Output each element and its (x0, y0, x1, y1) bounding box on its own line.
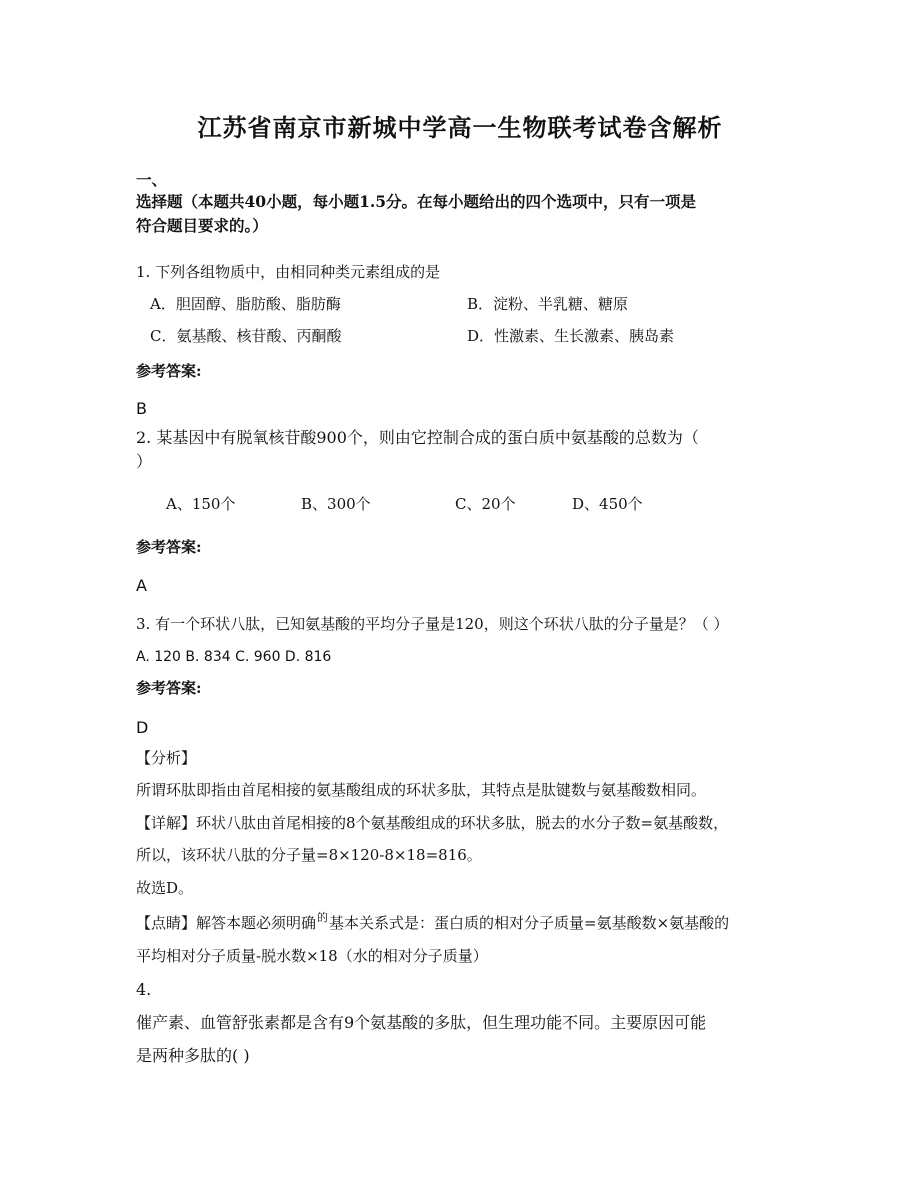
answer-label-2: 参考答案: (136, 538, 202, 556)
question-4-stem-line2: 是两种多肽的( ) (136, 1046, 250, 1065)
question-3-options: A. 120 B. 834 C. 960 D. 816 (136, 649, 332, 665)
question-1-option-a: A．胆固醇、脂肪酸、脂肪酶 (150, 295, 341, 313)
question-4-stem-line1: 催产素、血管舒张素都是含有9个氨基酸的多肽，但生理功能不同。主要原因可能 (136, 1013, 707, 1032)
question-2-stem-line1: 2. 某基因中有脱氧核苷酸900个，则由它控制合成的蛋白质中氨基酸的总数为（ (136, 428, 699, 447)
question-3-analysis: 所谓环肽即指由首尾相接的氨基酸组成的环状多肽，其特点是肽键数与氨基酸数相同。 (136, 781, 707, 799)
question-3-conclusion: 故选D。 (136, 879, 194, 897)
section-heading-line1: 选择题（本题共40小题，每小题1.5分。在每小题给出的四个选项中，只有一项是 (136, 192, 697, 211)
question-1-option-d: D．性激素、生长激素、胰岛素 (467, 327, 675, 345)
question-1-answer: B (136, 399, 147, 418)
question-3-detail-line1: 【详解】环状八肽由首尾相接的8个氨基酸组成的环状多肽，脱去的水分子数=氨基酸数， (136, 814, 729, 832)
document-title: 江苏省南京市新城中学高一生物联考试卷含解析 (197, 113, 723, 142)
tip-text-b: 基本关系式是：蛋白质的相对分子质量=氨基酸数×氨基酸的 (329, 914, 730, 932)
tip-text-a: 【点睛】解答本题必须明确 (136, 914, 317, 932)
answer-label-1: 参考答案: (136, 362, 202, 380)
question-2-option-d: D、450个 (572, 495, 643, 513)
question-2-option-b: B、300个 (301, 495, 371, 513)
question-1-stem: 1. 下列各组物质中，由相同种类元素组成的是 (136, 263, 441, 281)
question-3-answer: D (136, 718, 149, 737)
tip-superscript: 的 (317, 911, 329, 924)
question-2-stem-line2: ） (136, 452, 153, 471)
question-3-tip-line2: 平均相对分子质量-脱水数×18（水的相对分子质量） (136, 947, 488, 965)
section-number: 一、 (136, 170, 168, 189)
question-3-detail-line2: 所以，该环状八肽的分子量=8×120-8×18=816。 (136, 846, 482, 864)
question-3-tip-line1 (136, 913, 729, 935)
question-1-option-c: C．氨基酸、核苷酸、丙酮酸 (150, 327, 342, 345)
question-3-stem: 3. 有一个环状八肽，已知氨基酸的平均分子量是120，则这个环状八肽的分子量是？（ ） (136, 615, 729, 633)
question-3-analysis-label: 【分析】 (136, 749, 197, 767)
question-2-answer: A (136, 576, 147, 595)
answer-label-3: 参考答案: (136, 679, 202, 697)
question-4-number: 4. (136, 980, 152, 999)
question-2-option-c: C、20个 (455, 495, 516, 513)
section-heading-line2: 符合题目要求的。） (136, 216, 268, 235)
question-1-option-b: B．淀粉、半乳糖、糖原 (467, 295, 629, 313)
question-2-option-a: A、150个 (166, 495, 236, 513)
